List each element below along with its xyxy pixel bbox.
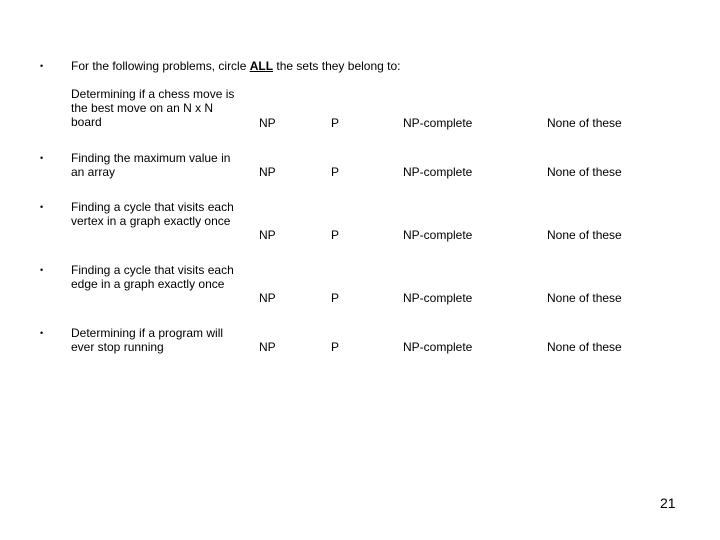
instruction-text-after: the sets they belong to: [273, 59, 401, 73]
option-none[interactable]: None of these [547, 116, 622, 130]
option-np-complete[interactable]: NP-complete [403, 291, 473, 305]
problem-vertex-cycle: Finding a cycle that visits each vertex in a graph exactly once [71, 200, 234, 228]
option-np[interactable]: NP [259, 165, 276, 179]
instruction-emphasis: ALL [249, 59, 274, 73]
option-p[interactable]: P [331, 340, 340, 354]
problem-max-value: Finding the maximum value in an array [71, 151, 231, 179]
option-p[interactable]: P [331, 228, 340, 242]
instruction-bullet: • [40, 61, 44, 71]
problem-bullet: • [40, 265, 44, 275]
option-np-complete[interactable]: NP-complete [403, 228, 473, 242]
option-np-complete[interactable]: NP-complete [403, 165, 473, 179]
option-np[interactable]: NP [259, 291, 276, 305]
option-np[interactable]: NP [259, 116, 276, 130]
problem-edge-cycle: Finding a cycle that visits each edge in a graph exactly once [71, 263, 234, 291]
option-none[interactable]: None of these [547, 165, 622, 179]
option-none[interactable]: None of these [547, 228, 622, 242]
option-none[interactable]: None of these [547, 291, 622, 305]
option-p[interactable]: P [331, 291, 340, 305]
problem-bullet: • [40, 153, 44, 163]
problem-halting: Determining if a program will ever stop running [71, 326, 224, 354]
page-number: 21 [660, 495, 676, 511]
problem-chess-move: Determining if a chess move is the best move on an N x N board [71, 87, 235, 129]
problem-bullet: • [40, 328, 44, 338]
instruction-text [71, 59, 400, 73]
problem-bullet: • [40, 202, 44, 212]
instruction-text-before: For the following problems, circle [71, 59, 250, 73]
option-np-complete[interactable]: NP-complete [403, 340, 473, 354]
option-np-complete[interactable]: NP-complete [403, 116, 473, 130]
option-np[interactable]: NP [259, 340, 276, 354]
option-none[interactable]: None of these [547, 340, 622, 354]
option-np[interactable]: NP [259, 228, 276, 242]
option-p[interactable]: P [331, 116, 340, 130]
option-p[interactable]: P [331, 165, 340, 179]
